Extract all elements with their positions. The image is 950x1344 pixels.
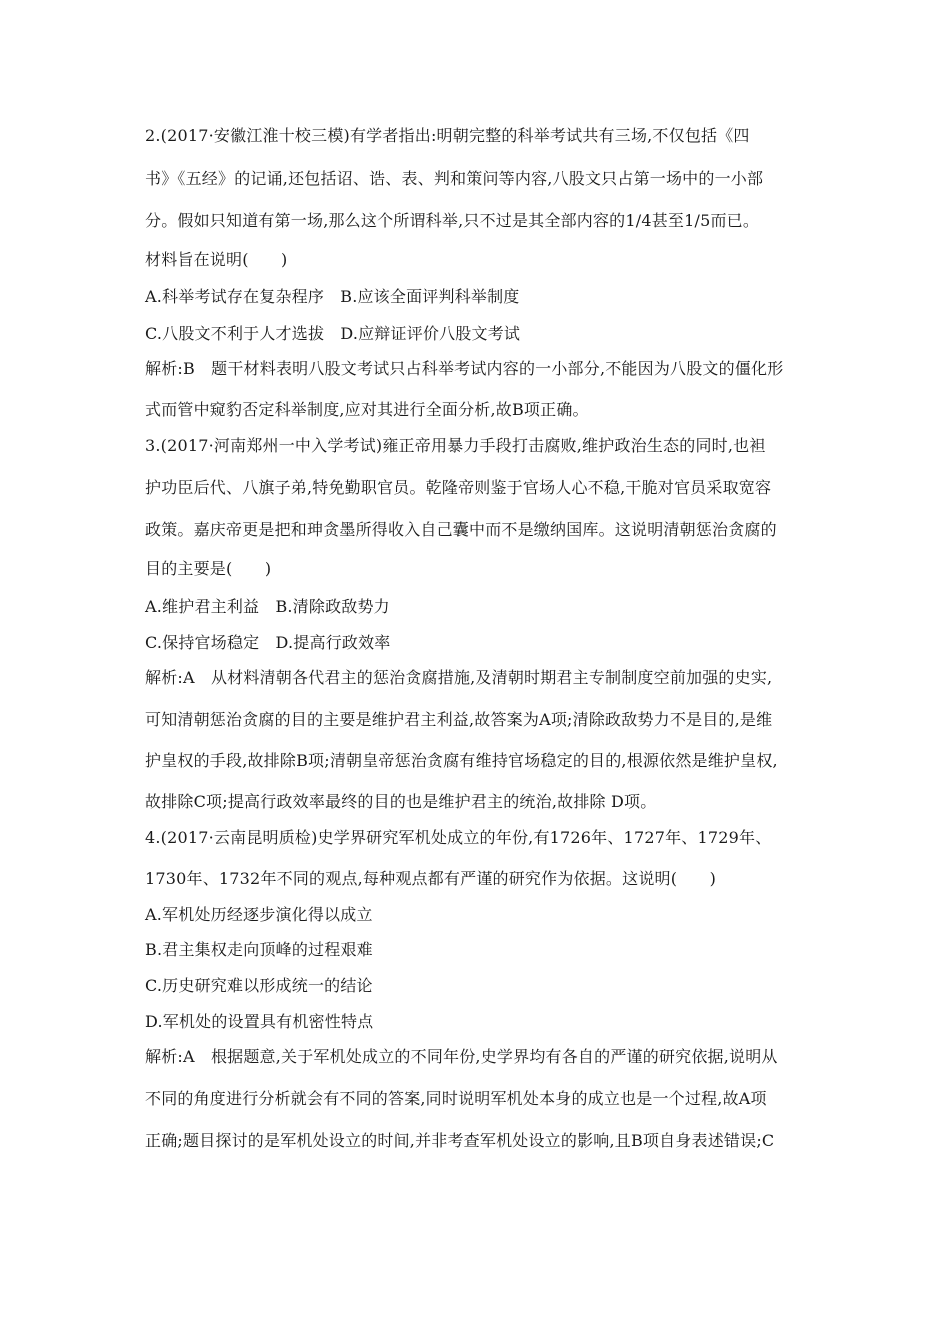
question-2-stem-line-2: 书》《五经》的记诵,还包括诏、诰、表、判和策问等内容,八股文只占第一场中的一小部	[145, 169, 764, 188]
question-2-options-ab: A.科举考试存在复杂程序 B.应该全面评判科举制度	[145, 287, 520, 306]
question-2-prompt: 材料旨在说明( )	[145, 250, 288, 269]
question-4-option-b: B.君主集权走向顶峰的过程艰难	[145, 940, 373, 959]
question-4-analysis-line-1: 解析:A 根据题意,关于军机处成立的不同年份,史学界均有各自的严谨的研究依据,说明从	[145, 1047, 778, 1066]
question-2-analysis-line-2: 式而管中窥豹否定科举制度,应对其进行全面分析,故B项正确。	[145, 400, 589, 419]
question-3-options-cd: C.保持官场稳定 D.提高行政效率	[145, 633, 391, 652]
question-4-analysis-line-2: 不同的角度进行分析就会有不同的答案,同时说明军机处本身的成立也是一个过程,故A项	[145, 1089, 767, 1108]
question-4-stem-line-1: 4.(2017·云南昆明质检)史学界研究军机处成立的年份,有1726年、1727年、1729年、	[145, 828, 772, 847]
question-3-stem-line-2: 护功臣后代、八旗子弟,特免勤职官员。乾隆帝则鉴于官场人心不稳,干脆对官员采取宽容	[145, 478, 772, 497]
question-3-analysis-line-2: 可知清朝惩治贪腐的目的主要是维护君主利益,故答案为A项;清除政敌势力不是目的,是维	[145, 710, 773, 729]
question-2-analysis-line-1: 解析:B 题干材料表明八股文考试只占科举考试内容的一小部分,不能因为八股文的僵化形	[145, 359, 784, 378]
question-3-analysis-line-3: 护皇权的手段,故排除B项;清朝皇帝惩治贪腐有维持官场稳定的目的,根源依然是维护皇权,	[145, 751, 778, 770]
question-2-options-cd: C.八股文不利于人才选拔 D.应辩证评价八股文考试	[145, 324, 521, 343]
question-4-analysis-line-3: 正确;题目探讨的是军机处设立的时间,并非考查军机处设立的影响,且B项自身表述错误;C	[145, 1131, 775, 1150]
question-2-stem-line-1: 2.(2017·安徽江淮十校三模)有学者指出:明朝完整的科举考试共有三场,不仅包括《四	[145, 126, 750, 145]
question-2-stem-line-3: 分。假如只知道有第一场,那么这个所谓科举,只不过是其全部内容的1/4甚至1/5而已。	[145, 211, 760, 230]
question-4-stem-line-2: 1730年、1732年不同的观点,每种观点都有严谨的研究作为依据。这说明( )	[145, 869, 717, 888]
question-4-option-d: D.军机处的设置具有机密性特点	[145, 1012, 374, 1031]
question-3-stem-line-1: 3.(2017·河南郑州一中入学考试)雍正帝用暴力手段打击腐败,维护政治生态的同时,也袒	[145, 436, 766, 455]
question-3-options-ab: A.维护君主利益 B.清除政敌势力	[145, 597, 390, 616]
question-4-option-c: C.历史研究难以形成统一的结论	[145, 976, 373, 995]
question-3-stem-line-3: 政策。嘉庆帝更是把和珅贪墨所得收入自己囊中而不是缴纳国库。这说明清朝惩治贪腐的	[145, 520, 777, 539]
question-3-prompt: 目的主要是( )	[145, 559, 272, 578]
question-3-analysis-line-4: 故排除C项;提高行政效率最终的目的也是维护君主的统治,故排除 D项。	[145, 792, 657, 811]
question-3-analysis-line-1: 解析:A 从材料清朝各代君主的惩治贪腐措施,及清朝时期君主专制制度空前加强的史实,	[145, 668, 773, 687]
question-4-option-a: A.军机处历经逐步演化得以成立	[145, 905, 373, 924]
